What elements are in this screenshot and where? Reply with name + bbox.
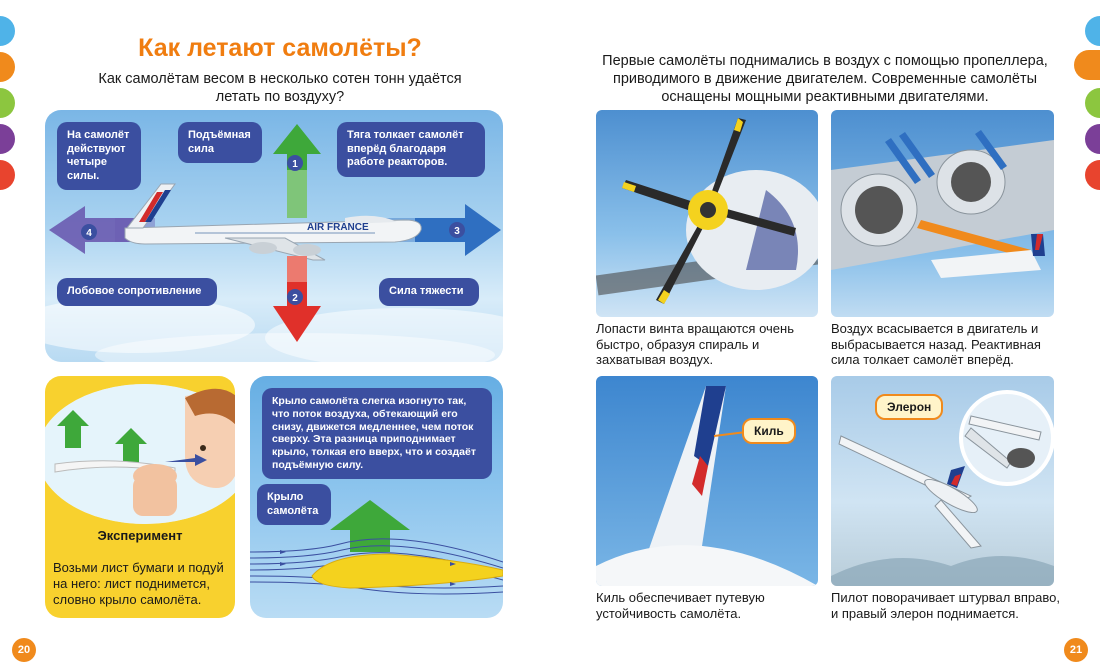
- airliner-illustration: [125, 184, 421, 260]
- forces-intro-bubble: На самолёт действуют четыре силы.: [57, 122, 141, 190]
- lift-number: 1: [292, 159, 298, 170]
- page-tab-blue-right: [1085, 16, 1100, 46]
- page-tab-orange-left: [0, 52, 15, 82]
- wing-explanation-bubble: Крыло самолёта слегка изогнуто так, что поток воздуха, обтекающий его снизу, движется медленнее, чем поток сверху. Эта разница приподнимает крыло, толкая его вверх, что и создаёт подъёмную силу.: [262, 388, 492, 479]
- page-tab-red-left: [0, 160, 15, 190]
- thrust-number: 3: [454, 226, 460, 237]
- drag-number: 4: [86, 228, 92, 239]
- jet-engine-caption: Воздух всасывается в двигатель и выбрасывается назад. Реактивная сила толкает самолёт вперёд.: [831, 321, 1041, 367]
- page-number-right: 21: [1064, 638, 1088, 662]
- page-tab-red-right: [1085, 160, 1100, 190]
- lift-label: Подъёмная сила: [178, 122, 262, 163]
- experiment-illustration: [45, 376, 235, 526]
- page-tab-blue-left: [0, 16, 15, 46]
- experiment-heading: Эксперимент: [97, 528, 183, 543]
- fin-label: Киль: [742, 418, 796, 444]
- aileron-label: Элерон: [875, 394, 943, 420]
- page-tab-green-left: [0, 88, 15, 118]
- aileron-caption: Пилот поворачивает штурвал вправо, и правый элерон поднимается.: [831, 590, 1060, 621]
- jet-engine-illustration: [831, 110, 1054, 317]
- thrust-bubble: Тяга толкает самолёт вперёд благодаря работе реакторов.: [337, 122, 485, 177]
- wing-panel: [250, 376, 503, 618]
- forces-panel: [45, 110, 503, 362]
- propeller-illustration: [596, 110, 818, 317]
- gravity-label: Сила тяжести: [379, 278, 479, 306]
- propeller-photo: [596, 110, 818, 317]
- experiment-text: Возьми лист бумаги и подуй на него: лист поднимется, словно крыло самолёта.: [53, 560, 224, 607]
- page-tab-orange-right: [1074, 50, 1100, 80]
- page-tab-purple-left: [0, 124, 15, 154]
- page-number-left: 20: [12, 638, 36, 662]
- gravity-number: 2: [292, 293, 298, 304]
- tail-fin-illustration: [596, 376, 818, 586]
- propeller-caption: Лопасти винта вращаются очень быстро, образуя спираль и захватывая воздух.: [596, 321, 794, 367]
- wing-label: Крыло самолёта: [257, 484, 331, 525]
- page-tab-purple-right: [1085, 124, 1100, 154]
- page-title: Как летают самолёты?: [138, 34, 422, 62]
- drag-label: Лобовое сопротивление: [57, 278, 217, 306]
- tail-fin-caption: Киль обеспечивает путевую устойчивость самолёта.: [596, 590, 765, 621]
- page-tab-green-right: [1085, 88, 1100, 118]
- airliner-livery-text: AIR FRANCE: [307, 222, 369, 233]
- right-page-intro: Первые самолёты поднимались в воздух с помощью пропеллера, приводимого в движение двигателем. Современные самолёты оснащены мощными реактивными двигателями.: [602, 53, 1048, 105]
- experiment-panel: [45, 376, 235, 618]
- tail-fin-photo: [596, 376, 818, 586]
- page-subtitle: Как самолётам весом в несколько сотен тонн удаётся летать по воздуху?: [98, 71, 462, 105]
- jet-engine-photo: [831, 110, 1054, 317]
- lift-arrow: [273, 124, 321, 218]
